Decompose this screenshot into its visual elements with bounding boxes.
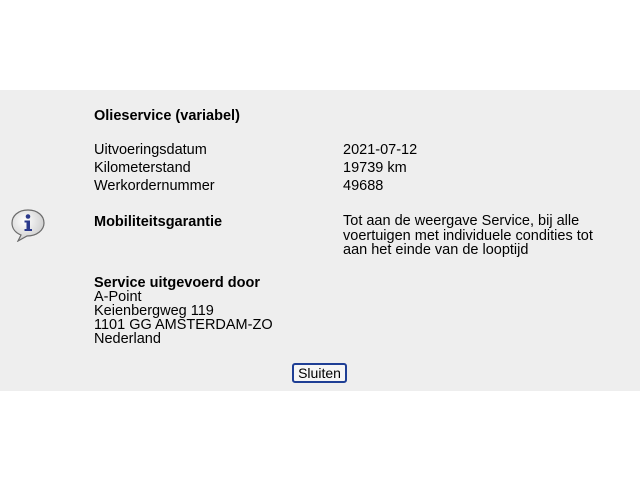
- mileage-value: 19739 km: [343, 160, 407, 176]
- mobility-guarantee-label: Mobiliteitsgarantie: [94, 214, 223, 230]
- service-title: Olieservice (variabel): [94, 108, 240, 124]
- execution-date-label: Uitvoeringsdatum: [94, 142, 207, 158]
- address-line-city: 1101 GG AMSTERDAM-ZO: [94, 317, 273, 333]
- mileage-label: Kilometerstand: [94, 160, 191, 176]
- address-line-country: Nederland: [94, 331, 161, 347]
- service-detail-panel: [0, 90, 640, 391]
- address-line-street: Keienbergweg 119: [94, 303, 214, 319]
- mobility-guarantee-text: Tot aan de weergave Service, bij alle voertuigen met individuele condities tot aan het einde van de looptijd: [343, 213, 593, 258]
- work-order-label: Werkordernummer: [94, 178, 215, 194]
- address-line-company: A-Point: [94, 289, 142, 305]
- close-button[interactable]: Sluiten: [292, 363, 347, 383]
- work-order-value: 49688: [343, 178, 384, 194]
- execution-date-value: 2021-07-12: [343, 142, 418, 158]
- info-icon: [10, 208, 46, 242]
- service-by-label: Service uitgevoerd door: [94, 275, 260, 291]
